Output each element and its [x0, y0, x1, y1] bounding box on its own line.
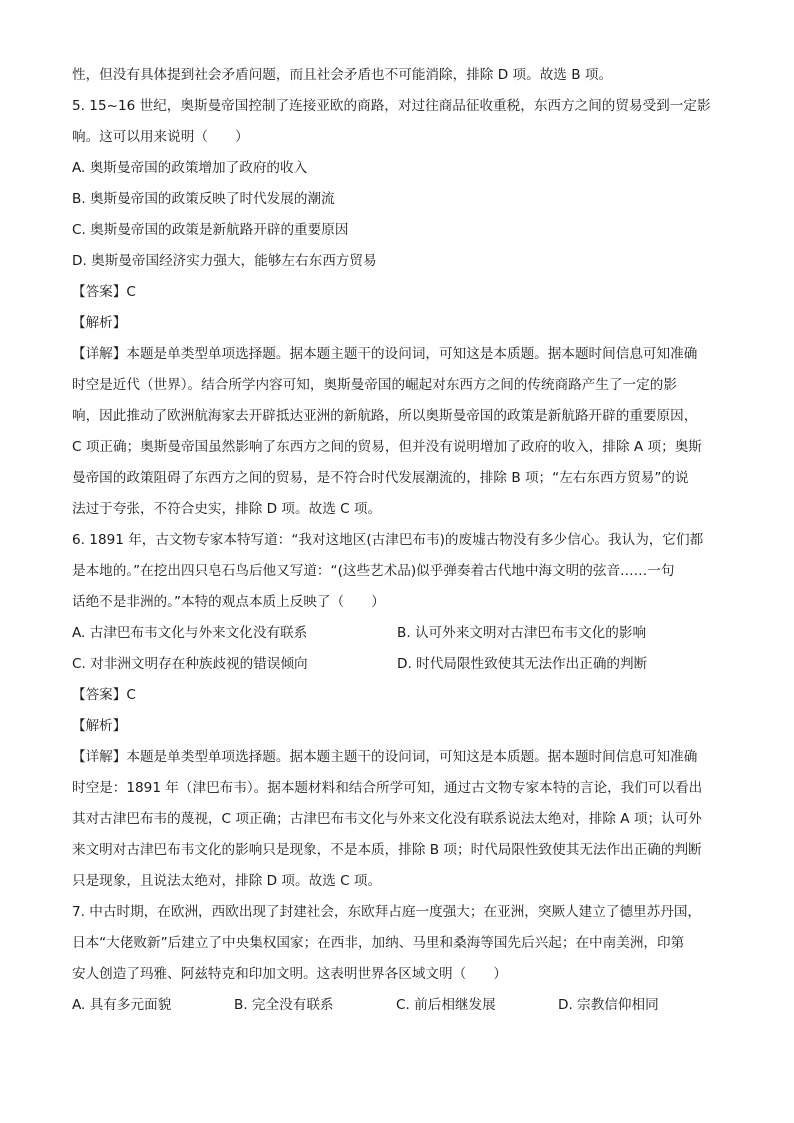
option-a: A. 古津巴布韦文化与外来文化没有联系 [72, 625, 308, 641]
question-6 [72, 525, 722, 897]
answer-label: 【答案】C [72, 687, 136, 703]
option-c: C. 前后相继发展 [396, 997, 496, 1013]
question-stem: 5. 15~16 世纪，奥斯曼帝国控制了连接亚欧的商路，对过往商品征收重税，东西方之间的贸易受到一定影 [72, 98, 711, 114]
options-row [72, 618, 722, 649]
option-a: A. 具有多元面貌 [72, 997, 172, 1013]
detail-text: 时空是：1891 年（津巴布韦）。据本题材料和结合所学可知，通过古文物专家本特的言论，我们可以看出 [72, 780, 703, 796]
detail-text: C 项正确；奥斯曼帝国虽然影响了东西方之间的贸易，但并没有说明增加了政府的收入，排除 A 项；奥斯 [72, 439, 702, 455]
options-row [72, 649, 722, 680]
option-a: A. 奥斯曼帝国的政策增加了政府的收入 [72, 160, 308, 176]
detail-text: 法过于夸张，不符合史实，排除 D 项。故选 C 项。 [72, 501, 382, 517]
document-body [72, 60, 722, 1021]
detail-text: 只是现象，且说法太绝对，排除 D 项。故选 C 项。 [72, 873, 382, 889]
options-row [72, 990, 722, 1021]
detail-text: 其对古津巴布韦的蔑视，C 项正确；古津巴布韦文化与外来文化没有联系说法太绝对，排除 A 项；认可外 [72, 811, 702, 827]
question-5 [72, 91, 722, 525]
question-stem: 安人创造了玛雅、阿兹特克和印加文明。这表明世界各区域文明（ ） [72, 966, 507, 982]
option-d: D. 奥斯曼帝国经济实力强大，能够左右东西方贸易 [72, 253, 377, 269]
detail-text: 时空是近代（世界）。结合所学内容可知，奥斯曼帝国的崛起对东西方之间的传统商路产生了一定的影 [72, 377, 677, 393]
option-c: C. 对非洲文明存在种族歧视的错误倾向 [72, 656, 308, 672]
answer-label: 【答案】C [72, 284, 136, 300]
analysis-label: 【解析】 [72, 718, 127, 734]
question-stem: 日本“大佬败新”后建立了中央集权国家；在西非，加纳、马里和桑海等国先后兴起；在中南美洲，印第 [72, 935, 685, 951]
detail-text: 【详解】本题是单类型单项选择题。据本题主题干的设问词，可知这是本质题。据本题时间信息可知准确 [72, 346, 698, 362]
question-stem: 话绝不是非洲的。”本特的观点本质上反映了（ ） [72, 594, 385, 610]
detail-text: 响，因此推动了欧洲航海家去开辟抵达亚洲的新航路，所以奥斯曼帝国的政策是新航路开辟的重要原因， [72, 408, 698, 424]
option-d: D. 宗教信仰相同 [558, 997, 659, 1013]
option-b: B. 奥斯曼帝国的政策反映了时代发展的潮流 [72, 191, 335, 207]
question-stem: 响。这可以用来说明（ ） [72, 129, 249, 145]
option-d: D. 时代局限性致使其无法作出正确的判断 [397, 656, 648, 672]
detail-text: 曼帝国的政策阻碍了东西方之间的贸易，是不符合时代发展潮流的，排除 B 项；“左右东西方贸易”的说 [72, 470, 689, 486]
detail-text: 【详解】本题是单类型单项选择题。据本题主题干的设问词，可知这是本质题。据本题时间信息可知准确 [72, 749, 698, 765]
continuation-line: 性，但没有具体提到社会矛盾问题，而且社会矛盾也不可能消除，排除 D 项。故选 B 项。 [72, 67, 613, 83]
question-7 [72, 897, 722, 1021]
option-b: B. 完全没有联系 [234, 997, 334, 1013]
detail-text: 来文明对古津巴布韦文化的影响只是现象，不是本质，排除 B 项；时代局限性致使其无法作出正确的判断 [72, 842, 702, 858]
question-stem: 6. 1891 年，古文物专家本特写道：“我对这地区(古津巴布韦)的废墟古物没有多少信心。我认为，它们都 [72, 532, 704, 548]
option-b: B. 认可外来文明对古津巴布韦文化的影响 [397, 625, 647, 641]
question-stem: 是本地的。”在挖出四只皂石鸟后他又写道：“(这些艺术品)似乎弹奏着古代地中海文明的弦音……一句 [72, 563, 675, 579]
question-stem: 7. 中古时期，在欧洲，西欧出现了封建社会，东欧拜占庭一度强大；在亚洲，突厥人建立了德里苏丹国， [72, 904, 702, 920]
option-c: C. 奥斯曼帝国的政策是新航路开辟的重要原因 [72, 222, 349, 238]
analysis-label: 【解析】 [72, 315, 127, 331]
